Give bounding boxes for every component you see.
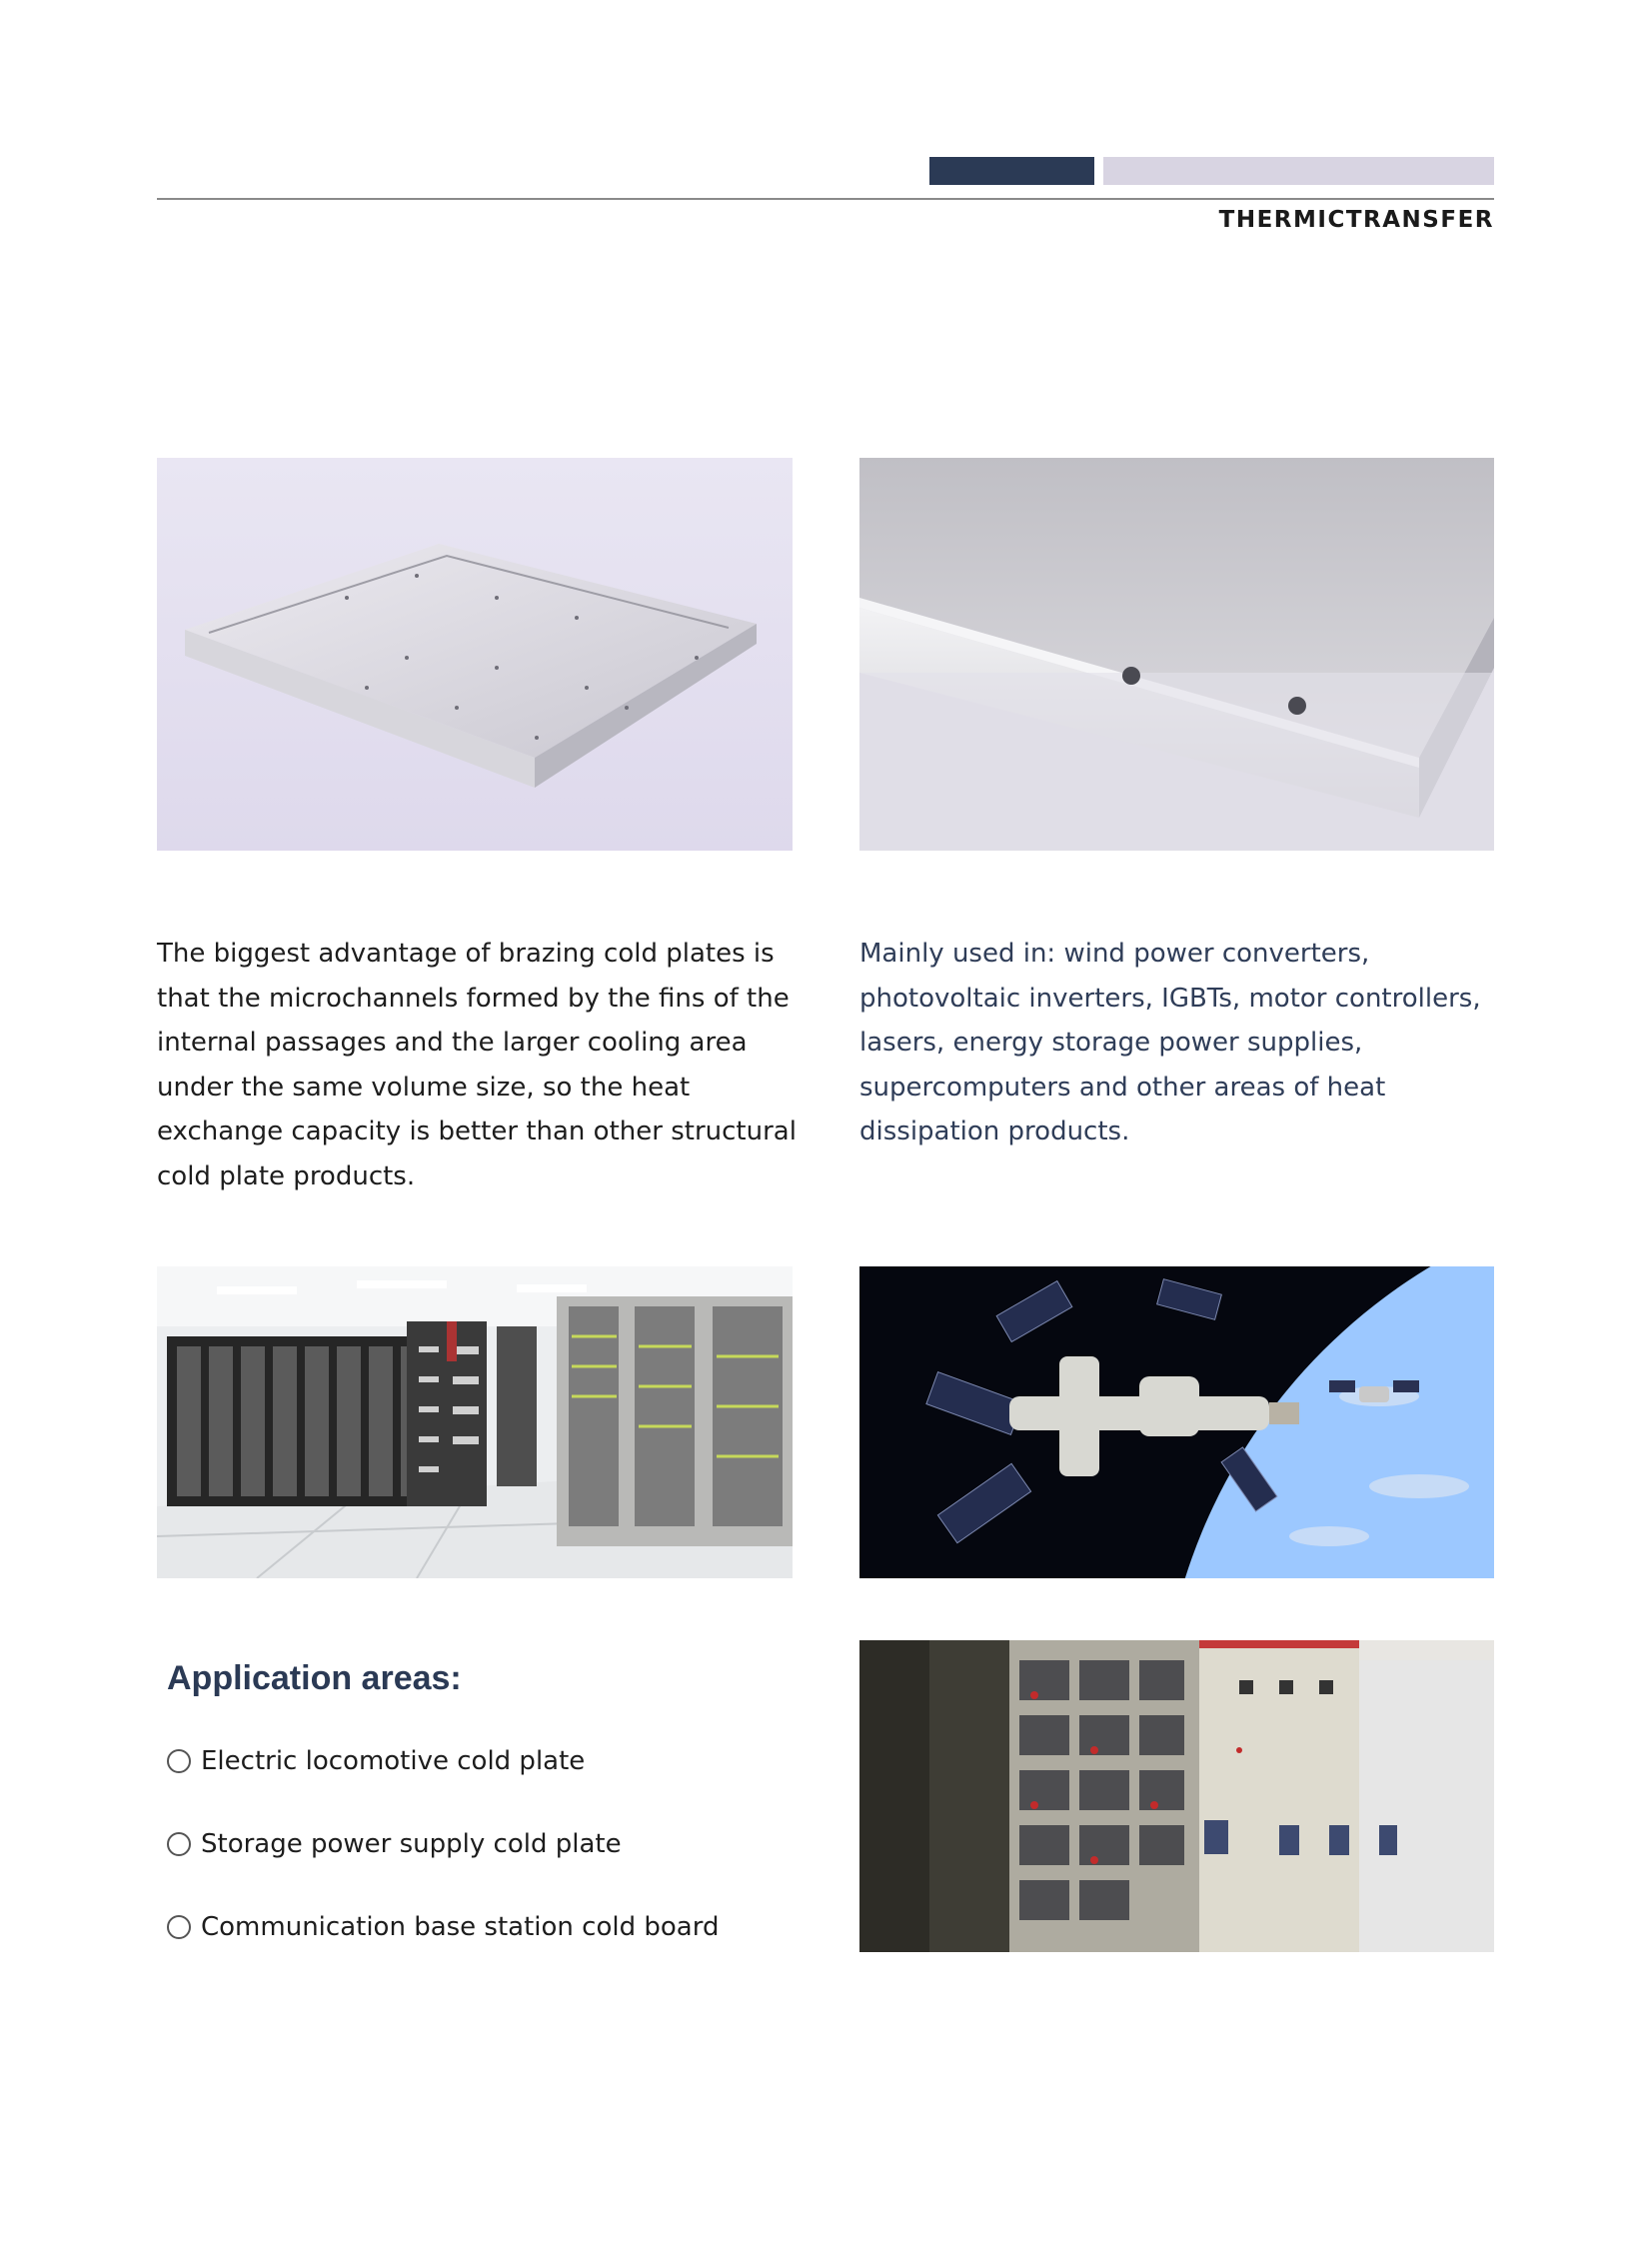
cold-plate-top-view-image	[157, 458, 793, 851]
application-areas-list	[167, 1741, 719, 1990]
circle-bullet-icon	[167, 1915, 191, 1939]
cold-plate-edge-image	[859, 458, 1494, 851]
application-areas-heading: Application areas:	[167, 1659, 462, 1697]
list-item-label: Electric locomotive cold plate	[201, 1746, 586, 1776]
list-item	[167, 1907, 719, 1947]
circle-bullet-icon	[167, 1749, 191, 1773]
brazing-advantage-paragraph: The biggest advantage of brazing cold plates is that the microchannels formed by the fins of the internal passages and the larger cooling area under the same volume size, so the heat exchange capacity is better than other structural cold plate products.	[157, 939, 797, 1191]
electrical-switchgear-image	[859, 1640, 1494, 1952]
space-station-image	[859, 1266, 1494, 1578]
list-item	[167, 1824, 719, 1864]
list-item	[167, 1741, 719, 1781]
header-divider	[157, 198, 1494, 200]
list-item-label: Communication base station cold board	[201, 1912, 720, 1942]
header-accent-bar-dark	[929, 157, 1094, 185]
brand-name: THERMICTRANSFER	[1218, 207, 1494, 233]
usage-areas-paragraph: Mainly used in: wind power converters, photovoltaic inverters, IGBTs, motor controllers, lasers, energy storage power supplies, supercomputers and other areas of heat dissipation products.	[859, 939, 1481, 1146]
list-item-label: Storage power supply cold plate	[201, 1829, 622, 1859]
header-accent-bar-light	[1103, 157, 1494, 185]
circle-bullet-icon	[167, 1832, 191, 1856]
server-room-image	[157, 1266, 793, 1578]
